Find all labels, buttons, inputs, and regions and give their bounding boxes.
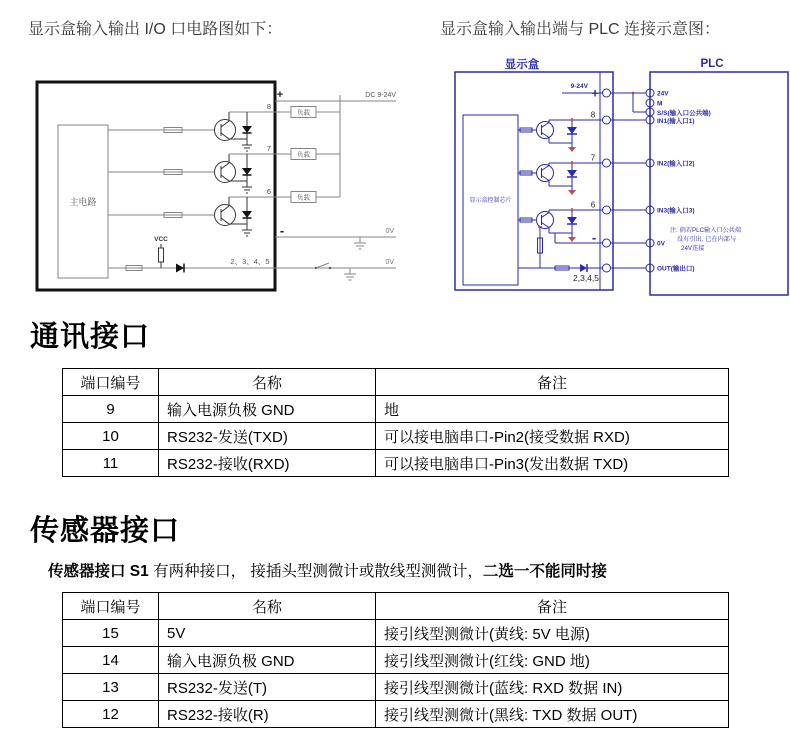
table-row: [63, 396, 729, 423]
label-ss: S/S(输入口公共端): [657, 110, 711, 117]
diode-icon: [567, 170, 577, 177]
ground-arrow-icon: [568, 147, 576, 152]
diode-icon: [242, 211, 252, 218]
load-label-2: 负载: [297, 151, 310, 159]
header-remark: 备注: [376, 369, 729, 396]
display-box-outline: [455, 72, 613, 290]
sensor-intro-body: 有两种接口， 接插头型测微计或散线型测微计，: [148, 563, 483, 580]
sensor-port-table: [62, 592, 729, 728]
comm-port-table: [62, 368, 729, 477]
port-cell: 9: [63, 396, 159, 423]
name-cell: 输入电源负极 GND: [159, 396, 376, 423]
io-minus-rail: [275, 223, 396, 249]
plc-title: PLC: [700, 58, 724, 70]
io-dc-rail: [275, 89, 396, 197]
pin-label-6: 6: [590, 200, 596, 210]
plc-channel-2: [518, 154, 603, 196]
minus-sign: -: [279, 223, 285, 238]
ground-arrow-icon: [568, 190, 576, 195]
plc-note: [670, 226, 742, 252]
sensor-intro-lead: 传感器接口 S1: [48, 563, 149, 580]
table-row: [63, 647, 729, 674]
io-channel-2: [108, 144, 340, 193]
plc-minus-node: [555, 230, 603, 245]
table-row: [63, 620, 729, 647]
table-row: [63, 674, 729, 701]
label-m: M: [657, 100, 663, 108]
remark-cell: 接引线型测微计(黑线: TXD 数据 OUT): [376, 701, 729, 728]
minus-sign: -: [591, 230, 597, 245]
diode-icon: [567, 127, 577, 134]
name-cell: RS232-发送(T): [159, 674, 376, 701]
table-row: [63, 450, 729, 477]
pin-label-6: 6: [266, 187, 272, 196]
name-cell: RS232-发送(TXD): [159, 423, 376, 450]
supply-node: [562, 83, 602, 101]
plc-bottom-line: [518, 227, 603, 283]
plus-sign: +: [276, 89, 284, 101]
io-channel-1: [108, 102, 340, 151]
io-channel-3: [108, 187, 340, 236]
pin-label-7: 7: [266, 144, 272, 153]
pin-label-8: 8: [266, 102, 272, 111]
name-cell: RS232-接收(RXD): [159, 450, 376, 477]
supply-label: 9-24V: [570, 83, 588, 90]
port-cell: 15: [63, 620, 159, 647]
table-row: [63, 701, 729, 728]
plc-box-outline: [650, 72, 788, 295]
remark-cell: 接引线型测微计(蓝线: RXD 数据 IN): [376, 674, 729, 701]
plc-channel-3: [518, 201, 603, 243]
io-bottom-line: [108, 236, 396, 280]
name-cell: 输入电源负极 GND: [159, 647, 376, 674]
sensor-intro-tail: 二选一不能同时接: [482, 563, 607, 580]
header-name: 名称: [159, 593, 376, 620]
label-0v: 0V: [657, 240, 665, 248]
sensor-section-title: 传感器接口: [30, 515, 181, 547]
header-port: 端口编号: [63, 369, 159, 396]
sensor-intro-text: [48, 559, 607, 581]
display-box-title: 显示盒: [504, 59, 540, 71]
table-header-row: [63, 369, 729, 396]
table-row: [63, 423, 729, 450]
pin-label-7: 7: [590, 153, 596, 163]
zero-v-bottom-label: 0V: [385, 259, 394, 266]
port-cell: 14: [63, 647, 159, 674]
label-24v: 24V: [657, 90, 669, 98]
main-circuit-label: 主电路: [69, 197, 97, 207]
diode-icon: [580, 264, 587, 272]
label-in3: IN3(输入口3): [657, 207, 695, 215]
ground-arrow-icon: [568, 237, 576, 242]
zero-v-top-label: 0V: [385, 228, 394, 235]
remark-cell: 可以接电脑串口-Pin3(发出数据 TXD): [376, 450, 729, 477]
caption-plc-connection: 显示盒输入输出端与 PLC 连接示意图：: [440, 21, 721, 38]
plus-sign: +: [591, 85, 599, 101]
bottom-pins-label: 2,3,4,5: [573, 273, 599, 283]
plc-connection-diagram: [450, 55, 790, 300]
comm-section-title: 通讯接口: [30, 321, 151, 353]
diode-icon: [176, 264, 184, 273]
diode-icon: [242, 126, 252, 133]
port-cell: 12: [63, 701, 159, 728]
bottom-pins-label: 2、3、4、5: [230, 257, 270, 266]
header-remark: 备注: [376, 593, 729, 620]
load-label-1: 负载: [297, 109, 310, 117]
plc-channel-1: [518, 111, 603, 153]
table-header-row: [63, 593, 729, 620]
header-port: 端口编号: [63, 593, 159, 620]
remark-cell: 接引线型测微计(红线: GND 地): [376, 647, 729, 674]
remark-cell: 可以接电脑串口-Pin2(接受数据 RXD): [376, 423, 729, 450]
io-circuit-diagram: [28, 72, 403, 300]
note-line-3: 24V连接: [681, 245, 705, 252]
name-cell: 5V: [159, 620, 376, 647]
chip-label: 显示盒控制芯片: [469, 198, 512, 204]
label-out: OUT(输出口): [657, 265, 695, 273]
name-cell: RS232-接收(R): [159, 701, 376, 728]
port-cell: 10: [63, 423, 159, 450]
strip-terminals: [603, 89, 611, 272]
diode-icon: [567, 217, 577, 224]
diode-icon: [242, 168, 252, 175]
pin-label-8: 8: [590, 110, 596, 120]
remark-cell: 接引线型测微计(黄线: 5V 电源): [376, 620, 729, 647]
dc-supply-label: DC 9-24V: [365, 92, 396, 99]
vcc-label: VCC: [154, 236, 168, 243]
label-in2: IN2(输入口2): [657, 160, 695, 168]
label-in1: IN1(输入口1): [657, 118, 695, 125]
note-line-1: 注: 倘若PLC输入口公共端: [670, 227, 742, 234]
load-label-3: 负载: [297, 194, 310, 202]
plc-wires: [611, 92, 647, 268]
header-name: 名称: [159, 369, 376, 396]
port-cell: 11: [63, 450, 159, 477]
port-cell: 13: [63, 674, 159, 701]
note-line-2: 没有引出, 已在内部与: [677, 236, 737, 243]
caption-io-circuit: 显示盒输入输出 I/O 口电路图如下：: [28, 21, 283, 38]
remark-cell: 地: [376, 396, 729, 423]
